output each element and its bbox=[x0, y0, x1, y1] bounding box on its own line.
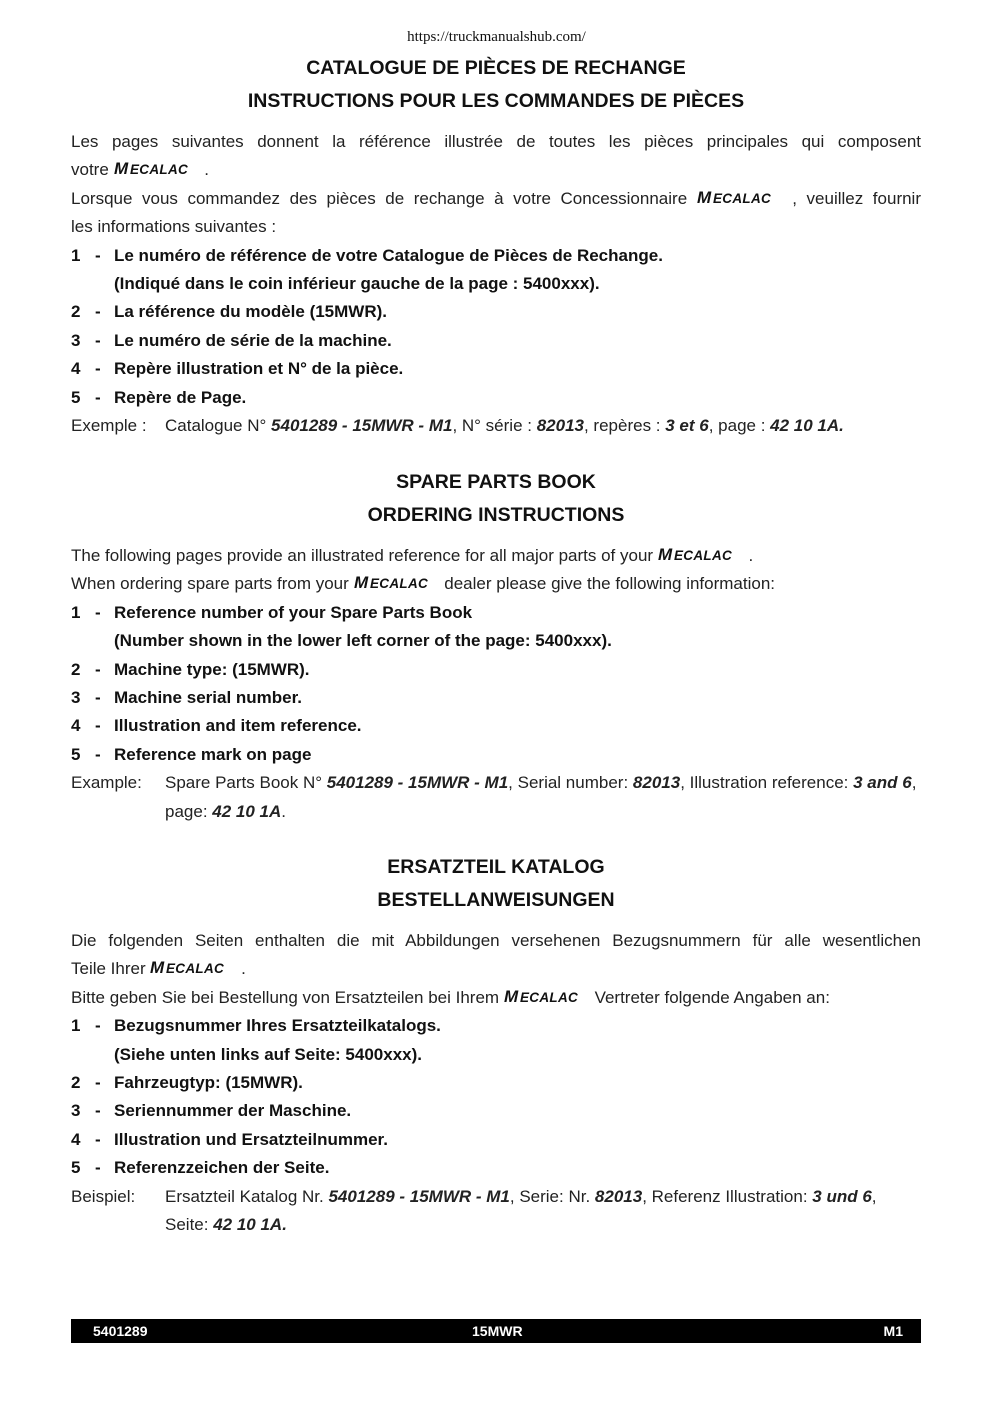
fr-intro-line2: votre M ECALAC . bbox=[71, 160, 209, 180]
list-item-text: Reference mark on page bbox=[114, 744, 312, 764]
list-item bbox=[71, 1069, 921, 1097]
list-item-number: 1 bbox=[71, 245, 81, 265]
list-item-number: 5 bbox=[71, 387, 81, 407]
list-item-text: Illustration and item reference. bbox=[114, 716, 362, 736]
fr-order-line2: les informations suivantes : bbox=[71, 217, 277, 237]
list-item-dash: - bbox=[95, 1016, 101, 1036]
en-example-label: Example: bbox=[71, 773, 142, 793]
en-example-text: Spare Parts Book N° 5401289 - 15MWR - M1, Serial number: 82013, Illustration reference: 3 and 6, page: 42 10 1A. bbox=[165, 773, 917, 821]
list-item-text: Machine serial number. bbox=[114, 688, 303, 708]
svg-text:M: M bbox=[150, 959, 165, 976]
de-example-label: Beispiel: bbox=[71, 1186, 136, 1206]
list-item bbox=[71, 684, 921, 712]
en-example bbox=[71, 769, 921, 826]
fr-instructions-list bbox=[71, 242, 921, 412]
en-title-2: ORDERING INSTRUCTIONS bbox=[367, 504, 625, 526]
svg-text:M: M bbox=[657, 546, 672, 562]
list-item-text: Illustration und Ersatzteilnummer. bbox=[114, 1129, 388, 1149]
list-item bbox=[71, 298, 921, 326]
list-item-number: 2 bbox=[71, 1073, 81, 1093]
svg-text:M: M bbox=[353, 574, 368, 591]
fr-intro-line1: Les pages suivantes donnent la référence illustrée de toutes les pièces principales qui composent bbox=[71, 132, 921, 151]
list-item-text: Referenzzeichen der Seite. bbox=[114, 1158, 330, 1178]
list-item bbox=[71, 242, 921, 270]
list-item bbox=[71, 1012, 921, 1040]
list-item-number: 5 bbox=[71, 744, 81, 764]
list-item-text: Fahrzeugtyp: (15MWR). bbox=[114, 1073, 303, 1093]
fr-example bbox=[71, 412, 921, 440]
list-item-dash: - bbox=[95, 302, 101, 322]
list-item-text: Repère illustration et N° de la pièce. bbox=[114, 359, 404, 379]
list-item-number: 2 bbox=[71, 659, 81, 679]
list-item-text: La référence du modèle (15MWR). bbox=[114, 302, 388, 322]
svg-text:ECALAC: ECALAC bbox=[166, 961, 225, 976]
list-item-dash: - bbox=[95, 659, 101, 679]
list-item-dash: - bbox=[95, 688, 101, 708]
source-url[interactable]: https://truckmanualshub.com/ bbox=[407, 29, 586, 45]
footer-page-code: M1 bbox=[883, 1323, 903, 1339]
list-item-number: 1 bbox=[71, 602, 81, 622]
list-item-dash: - bbox=[95, 387, 101, 407]
de-intro-line1: Die folgenden Seiten enthalten die mit Abbildungen versehenen Bezugsnummern für alle wesentlichen bbox=[71, 931, 921, 950]
en-instructions-list bbox=[71, 599, 921, 769]
section-english bbox=[71, 466, 921, 826]
svg-text:M: M bbox=[113, 160, 128, 177]
list-item-note: (Siehe unten links auf Seite: 5400xxx). bbox=[114, 1044, 423, 1064]
fr-example-label: Exemple : bbox=[71, 416, 147, 436]
list-item bbox=[71, 712, 921, 740]
mecalac-logo bbox=[114, 160, 200, 176]
list-item bbox=[71, 656, 921, 684]
list-item-number: 3 bbox=[71, 1101, 81, 1121]
list-item-number: 1 bbox=[71, 1016, 81, 1036]
list-item bbox=[71, 1126, 921, 1154]
de-title-1: ERSATZTEIL KATALOG bbox=[387, 856, 605, 878]
de-order-line: Bitte geben Sie bei Bestellung von Ersatzteilen bei Ihrem M ECALAC Vertreter folgende Angaben an: bbox=[71, 987, 830, 1007]
list-item-text: Bezugsnummer Ihres Ersatzteilkatalogs. bbox=[114, 1016, 441, 1036]
de-intro-line2: Teile Ihrer M ECALAC . bbox=[71, 959, 246, 979]
list-item bbox=[71, 327, 921, 355]
list-item-note: (Number shown in the lower left corner of the page: 5400xxx). bbox=[114, 631, 612, 651]
svg-text:M: M bbox=[696, 188, 711, 205]
footer-model: 15MWR bbox=[472, 1323, 523, 1339]
en-title-1: SPARE PARTS BOOK bbox=[396, 471, 596, 493]
list-item bbox=[71, 1097, 921, 1125]
fr-intro bbox=[71, 128, 921, 242]
mecalac-logo bbox=[697, 189, 783, 205]
list-item-dash: - bbox=[95, 744, 101, 764]
de-title-2: BESTELLANWEISUNGEN bbox=[377, 889, 615, 911]
en-intro bbox=[71, 542, 921, 599]
fr-title-2: INSTRUCTIONS POUR LES COMMANDES DE PIÈCES bbox=[247, 90, 745, 112]
list-item bbox=[71, 741, 921, 769]
list-item-number: 4 bbox=[71, 716, 81, 736]
list-item-dash: - bbox=[95, 1101, 101, 1121]
list-item-dash: - bbox=[95, 1129, 101, 1149]
list-item bbox=[71, 384, 921, 412]
list-item-note: (Indiqué dans le coin inférieur gauche de la page : 5400xxx). bbox=[114, 274, 600, 294]
fr-title-1: CATALOGUE DE PIÈCES DE RECHANGE bbox=[306, 57, 686, 79]
list-item-text: Machine type: (15MWR). bbox=[114, 659, 310, 679]
section-german bbox=[71, 851, 921, 1239]
list-item-dash: - bbox=[95, 1073, 101, 1093]
svg-text:ECALAC: ECALAC bbox=[673, 548, 732, 562]
list-item-dash: - bbox=[95, 359, 101, 379]
list-item-dash: - bbox=[95, 716, 101, 736]
de-instructions-list bbox=[71, 1012, 921, 1182]
list-item-text: Reference number of your Spare Parts Book bbox=[114, 602, 473, 622]
list-item-number: 5 bbox=[71, 1158, 81, 1178]
fr-order-line1: Lorsque vous commandez des pièces de rechange à votre Concessionnaire M ECALAC , veuillez fournir bbox=[71, 188, 921, 208]
list-item-dash: - bbox=[95, 602, 101, 622]
svg-text:ECALAC: ECALAC bbox=[712, 190, 771, 205]
list-item-text: Le numéro de référence de votre Catalogue de Pièces de Rechange. bbox=[114, 245, 663, 265]
footer-bar bbox=[71, 1319, 921, 1343]
list-item-number: 4 bbox=[71, 359, 81, 379]
svg-text:M: M bbox=[503, 987, 518, 1004]
de-intro bbox=[71, 927, 921, 1012]
list-item-number: 3 bbox=[71, 330, 81, 350]
list-item bbox=[71, 599, 921, 627]
list-item-text: Repère de Page. bbox=[114, 387, 247, 407]
list-item-dash: - bbox=[95, 245, 101, 265]
svg-text:ECALAC: ECALAC bbox=[369, 576, 428, 591]
en-intro-line1: The following pages provide an illustrated reference for all major parts of your M ECALAC . bbox=[71, 546, 754, 565]
list-item-text: Le numéro de série de la machine. bbox=[114, 330, 392, 350]
section-french bbox=[71, 52, 921, 440]
svg-text:ECALAC: ECALAC bbox=[519, 989, 578, 1004]
svg-text:ECALAC: ECALAC bbox=[129, 162, 188, 177]
en-order-line: When ordering spare parts from your M ECALAC dealer please give the following information: bbox=[71, 574, 776, 594]
footer-reference: 5401289 bbox=[93, 1323, 148, 1339]
list-item-dash: - bbox=[95, 330, 101, 350]
mecalac-logo bbox=[150, 959, 236, 975]
list-item-text: Seriennummer der Maschine. bbox=[114, 1101, 352, 1121]
mecalac-logo bbox=[658, 546, 744, 562]
list-item-number: 4 bbox=[71, 1129, 81, 1149]
list-item-dash: - bbox=[95, 1158, 101, 1178]
list-item-number: 2 bbox=[71, 302, 81, 322]
fr-example-text: Catalogue N° 5401289 - 15MWR - M1, N° série : 82013, repères : 3 et 6, page : 42 10 1A. bbox=[165, 416, 844, 436]
mecalac-logo bbox=[504, 988, 590, 1004]
de-example-text: Ersatzteil Katalog Nr. 5401289 - 15MWR - M1, Serie: Nr. 82013, Referenz Illustration: 3 und 6, Seite: 42 10 1A. bbox=[165, 1186, 877, 1235]
list-item bbox=[71, 355, 921, 383]
list-item bbox=[71, 1154, 921, 1182]
de-example bbox=[71, 1183, 921, 1240]
list-item-number: 3 bbox=[71, 688, 81, 708]
mecalac-logo bbox=[354, 574, 440, 590]
